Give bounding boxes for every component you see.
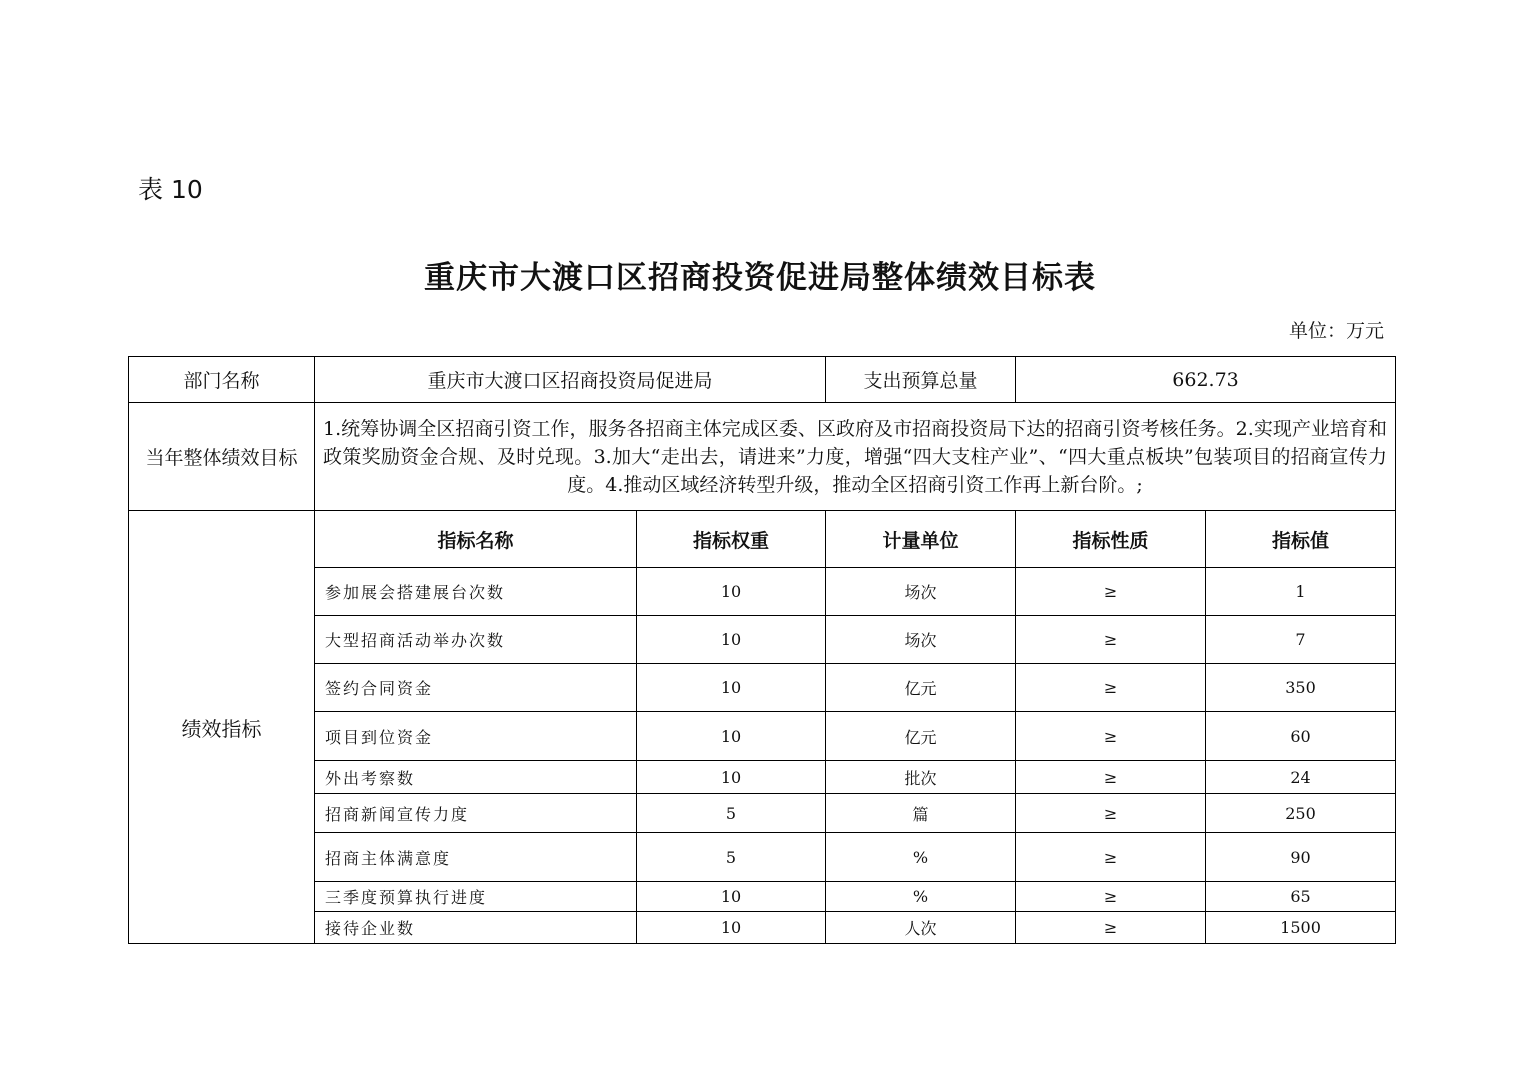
indicator-unit: 亿元 [826, 664, 1016, 712]
indicator-weight: 10 [637, 568, 826, 616]
indicator-unit: 场次 [826, 568, 1016, 616]
indicator-value: 1500 [1206, 912, 1396, 944]
indicator-unit: 批次 [826, 761, 1016, 794]
indicator-header-row [129, 511, 1396, 568]
department-name-label: 部门名称 [129, 357, 315, 403]
indicator-name: 签约合同资金 [315, 664, 637, 712]
indicator-value: 250 [1206, 794, 1396, 833]
indicator-value: 24 [1206, 761, 1396, 794]
table-row [129, 568, 1396, 616]
indicator-value: 1 [1206, 568, 1396, 616]
indicator-nature: ≥ [1016, 794, 1206, 833]
table-row [129, 712, 1396, 761]
indicator-value: 65 [1206, 882, 1396, 912]
indicator-name: 参加展会搭建展台次数 [315, 568, 637, 616]
annual-goal-row [129, 403, 1396, 511]
indicator-value: 90 [1206, 833, 1396, 882]
indicator-name: 三季度预算执行进度 [315, 882, 637, 912]
indicator-weight: 10 [637, 882, 826, 912]
document-title: 重庆市大渡口区招商投资促进局整体绩效目标表 [424, 260, 1096, 296]
indicator-name: 接待企业数 [315, 912, 637, 944]
indicator-name: 大型招商活动举办次数 [315, 616, 637, 664]
indicator-nature: ≥ [1016, 616, 1206, 664]
indicator-weight: 5 [637, 833, 826, 882]
table-row [129, 912, 1396, 944]
column-header-name: 指标名称 [315, 511, 637, 568]
column-header-value: 指标值 [1206, 511, 1396, 568]
indicator-weight: 10 [637, 664, 826, 712]
indicator-nature: ≥ [1016, 912, 1206, 944]
indicator-unit: % [826, 833, 1016, 882]
annual-goal-label: 当年整体绩效目标 [129, 403, 315, 511]
indicator-nature: ≥ [1016, 664, 1206, 712]
indicator-name: 项目到位资金 [315, 712, 637, 761]
annual-goal-text: 1.统筹协调全区招商引资工作，服务各招商主体完成区委、区政府及市招商投资局下达的招商引资考核任务。2.实现产业培育和政策奖励资金合规、及时兑现。3.加大“走出去，请进来”力度，增强“四大支柱产业”、“四大重点板块”包装项目的招商宣传力度。4.推动区域经济转型升级，推动全区招商引资工作再上新台阶。; [315, 403, 1396, 511]
indicator-weight: 10 [637, 616, 826, 664]
indicator-unit: 亿元 [826, 712, 1016, 761]
indicator-unit: 人次 [826, 912, 1016, 944]
performance-target-table [128, 356, 1396, 944]
indicator-weight: 10 [637, 912, 826, 944]
indicator-nature: ≥ [1016, 761, 1206, 794]
indicator-value: 350 [1206, 664, 1396, 712]
indicator-weight: 10 [637, 761, 826, 794]
indicator-weight: 10 [637, 712, 826, 761]
indicator-nature: ≥ [1016, 882, 1206, 912]
indicator-unit: 篇 [826, 794, 1016, 833]
table-row [129, 882, 1396, 912]
table-row [129, 761, 1396, 794]
column-header-unit: 计量单位 [826, 511, 1016, 568]
performance-indicators-label: 绩效指标 [129, 511, 315, 944]
column-header-nature: 指标性质 [1016, 511, 1206, 568]
table-number-label: 表 10 [138, 175, 203, 204]
budget-total-value: 662.73 [1016, 357, 1396, 403]
indicator-value: 60 [1206, 712, 1396, 761]
department-name-value: 重庆市大渡口区招商投资局促进局 [315, 357, 826, 403]
indicator-name: 外出考察数 [315, 761, 637, 794]
table-row [129, 833, 1396, 882]
indicator-value: 7 [1206, 616, 1396, 664]
indicator-name: 招商新闻宣传力度 [315, 794, 637, 833]
indicator-weight: 5 [637, 794, 826, 833]
column-header-weight: 指标权重 [637, 511, 826, 568]
table-row [129, 664, 1396, 712]
budget-total-label: 支出预算总量 [826, 357, 1016, 403]
unit-label: 单位：万元 [1288, 320, 1384, 342]
department-row [129, 357, 1396, 403]
table-row [129, 794, 1396, 833]
indicator-unit: % [826, 882, 1016, 912]
indicator-unit: 场次 [826, 616, 1016, 664]
indicator-name: 招商主体满意度 [315, 833, 637, 882]
indicator-nature: ≥ [1016, 712, 1206, 761]
indicator-nature: ≥ [1016, 833, 1206, 882]
table-row [129, 616, 1396, 664]
indicator-nature: ≥ [1016, 568, 1206, 616]
